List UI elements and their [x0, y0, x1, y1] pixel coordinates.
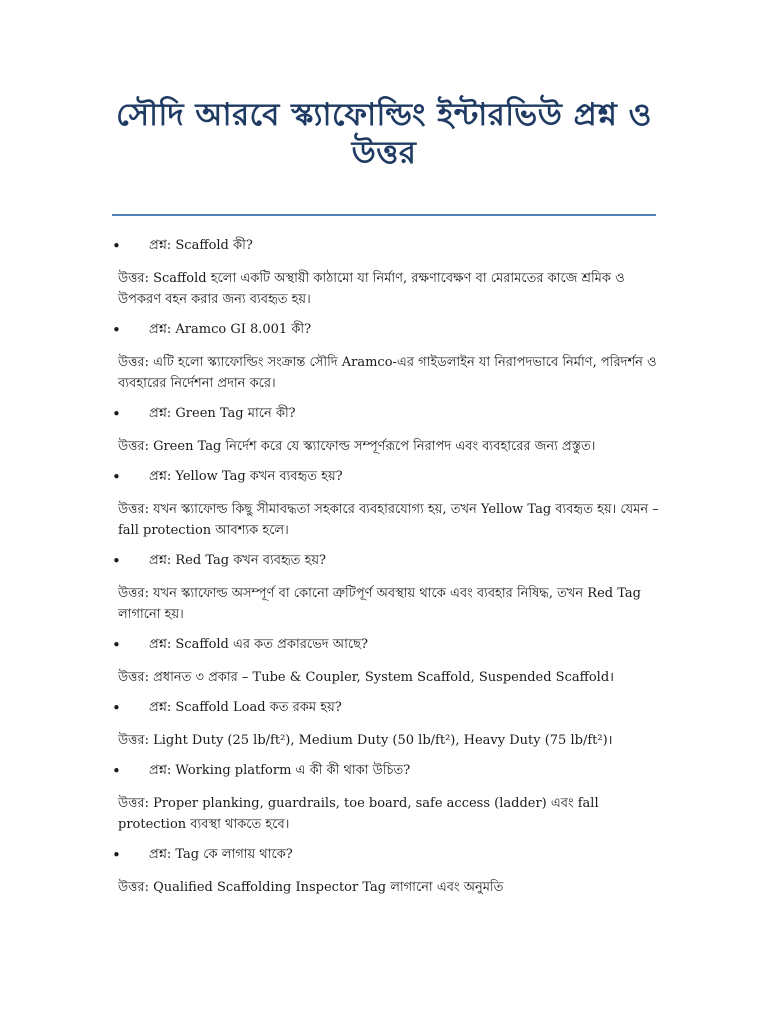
answer-text: উত্তর: Green Tag নির্দেশ করে যে স্ক্যাফোল্ড সম্পূর্ণরূপে নিরাপদ এবং ব্যবহারের জন্য প্রস্তুত। — [118, 439, 596, 454]
qa-item — [112, 845, 660, 898]
answer-text: উত্তর: প্রধানত ৩ প্রকার – Tube & Coupler, System Scaffold, Suspended Scaffold। — [118, 670, 615, 685]
question-text: প্রশ্ন: Scaffold Load কত রকম হয়? — [149, 700, 342, 715]
question-text: প্রশ্ন: Yellow Tag কখন ব্যবহৃত হয়? — [149, 469, 343, 484]
question — [112, 698, 660, 718]
answer-text: উত্তর: Scaffold হলো একটি অস্থায়ী কাঠামো যা নির্মাণ, রক্ষণাবেক্ষণ বা মেরামতের কাজে শ্রমিক ও উপকরণ বহন করার জন্য ব্যবহৃত হয়। — [118, 271, 625, 307]
bullet-icon: • — [112, 699, 121, 717]
question — [112, 635, 660, 655]
qa-item — [112, 404, 660, 457]
bullet-icon: • — [112, 846, 121, 864]
qa-list — [112, 236, 660, 908]
question — [112, 236, 660, 256]
qa-item — [112, 635, 660, 688]
answer-text: উত্তর: যখন স্ক্যাফোল্ড অসম্পূর্ণ বা কোনো ত্রুটিপূর্ণ অবস্থায় থাকে এবং ব্যবহার নিষিদ্ধ, তখন Red Tag লাগানো হয়। — [118, 586, 641, 622]
question — [112, 467, 660, 487]
bullet-icon: • — [112, 321, 121, 339]
qa-item — [112, 698, 660, 751]
qa-item — [112, 320, 660, 394]
bullet-icon: • — [112, 468, 121, 486]
question-text: প্রশ্ন: Green Tag মানে কী? — [149, 406, 296, 421]
answer-text: উত্তর: এটি হলো স্ক্যাফোল্ডিং সংক্রান্ত সৌদি Aramco-এর গাইডলাইন যা নিরাপদভাবে নির্মাণ, পরিদর্শন ও ব্যবহারের নির্দেশনা প্রদান করে। — [118, 355, 657, 391]
title-underline — [112, 214, 656, 216]
qa-item — [112, 761, 660, 835]
question-text: প্রশ্ন: Working platform এ কী কী থাকা উচিত? — [149, 763, 411, 778]
bullet-icon: • — [112, 762, 121, 780]
question-text: প্রশ্ন: Aramco GI 8.001 কী? — [149, 322, 312, 337]
question — [112, 761, 660, 781]
answer-text: উত্তর: Qualified Scaffolding Inspector Tag লাগানো এবং অনুমতি — [118, 880, 504, 895]
qa-item — [112, 467, 660, 541]
answer-text: উত্তর: যখন স্ক্যাফোল্ড কিছু সীমাবদ্ধতা সহকারে ব্যবহারযোগ্য হয়, তখন Yellow Tag ব্যবহৃত হয়। যেমন – fall protection আবশ্যক হলে। — [118, 502, 659, 538]
question-text: প্রশ্ন: Scaffold এর কত প্রকারভেদ আছে? — [149, 637, 368, 652]
bullet-icon: • — [112, 405, 121, 423]
question-text: প্রশ্ন: Scaffold কী? — [149, 238, 253, 253]
document-title: সৌদি আরবে স্ক্যাফোল্ডিং ইন্টারভিউ প্রশ্ন ও উত্তর — [116, 97, 652, 171]
answer-text: উত্তর: Proper planking, guardrails, toe board, safe access (ladder) এবং fall protection ব্যবস্থা থাকতে হবে। — [118, 796, 599, 832]
question — [112, 845, 660, 865]
bullet-icon: • — [112, 237, 121, 255]
qa-item — [112, 236, 660, 310]
question — [112, 320, 660, 340]
bullet-icon: • — [112, 552, 121, 570]
qa-item — [112, 551, 660, 625]
question-text: প্রশ্ন: Red Tag কখন ব্যবহৃত হয়? — [149, 553, 327, 568]
question — [112, 404, 660, 424]
answer-text: উত্তর: Light Duty (25 lb/ft²), Medium Duty (50 lb/ft²), Heavy Duty (75 lb/ft²)। — [118, 733, 613, 748]
bullet-icon: • — [112, 636, 121, 654]
question-text: প্রশ্ন: Tag কে লাগায় থাকে? — [149, 847, 293, 862]
question — [112, 551, 660, 571]
